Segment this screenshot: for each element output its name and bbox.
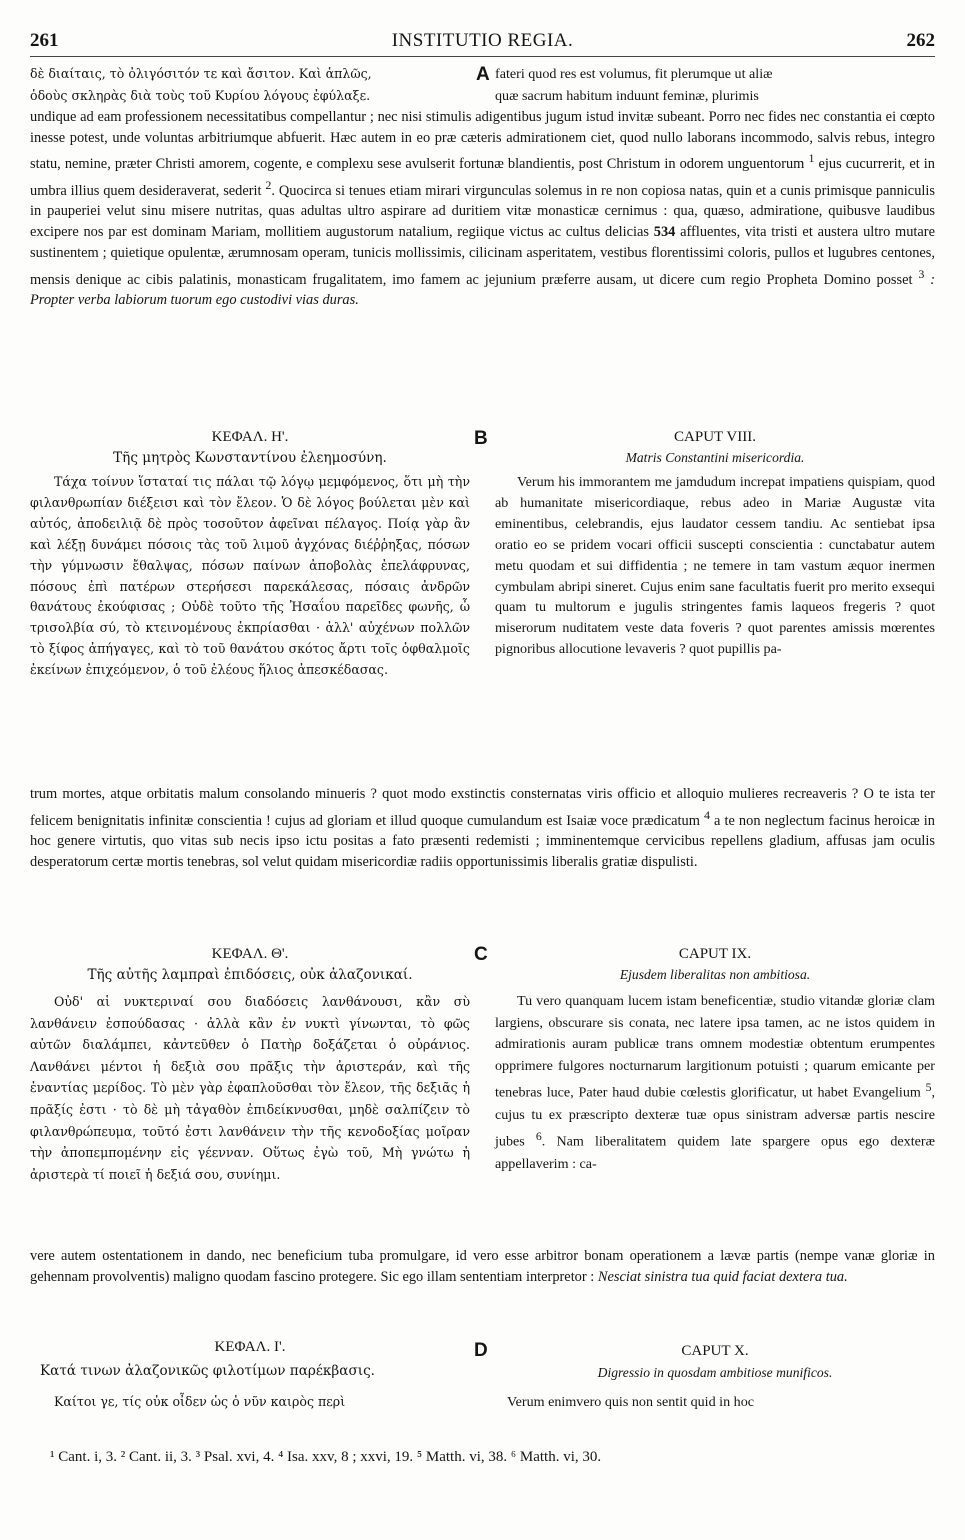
footnotes: ¹ Cant. i, 3. ² Cant. ii, 3. ³ Psal. xvi, 4. ⁴ Isa. xxv, 8 ; xxvi, 19. ⁵ Matth. vi, 38. ⁶ Matth. vi, 30. (50, 1449, 602, 1465)
intro-latin-line-1: fateri quod res est volumus, fit plerumque ut aliæ (495, 66, 773, 82)
margin-letter-d: D (474, 1340, 488, 1361)
section-8-latin-subtitle: Matris Constantini misericordia. (625, 450, 805, 465)
section-9-continuation (30, 1246, 935, 1287)
section-9-quotation: Nesciat sinistra tua quid faciat dextera tua. (597, 1268, 848, 1285)
section-9-greek-subtitle: Τῆς αὐτῆς λαμπραὶ ἐπιδόσεις, οὐκ ἀλαζονικαί. (87, 967, 413, 983)
intro-text-a: undique ad eam professionem necessitatibus compellantur ; nec nisi stimulis adigentibus jugum istud invitæ subeant. Porro nec fides nec constantia ei cœpto inesse potest, unde voluntas arbitriumque abfuerit. Hæc autem in eo præ cæteris admirationem ciet, quod nullo laborans incommodo, salvis rebus, integro statu, nemine, præter Christi amorem, cogente, e complexu sese avulserit fortunæ blandientis, post Christum in odorem unguentorum (30, 109, 935, 173)
footnote-ref-3: 3 (918, 266, 925, 281)
section-9-latin-a: Tu vero quanquam lucem istam beneficentiæ, studio vitandæ gloriæ clam largiens, obscurare sis conata, nec latere ipsa tamen, ac ne istos quidem in admirationis auram publicæ trans omnem modestiæ obtentum erumpentes opprimere fulgores nocturnarum largitionum potuisti ; quarum emicante per tenebras luce, Pater haud dubie cœlestis glorificatur, ut habet Evangelium (495, 993, 935, 1102)
footnote-ref-5: 5 (925, 1081, 932, 1095)
section-9-latin-subtitle: Ejusdem liberalitas non ambitiosa. (619, 967, 811, 982)
section-8-cont-b: a te non neglectum facinus heroicæ in hoc genere virtutis, quo vitas sub necis ipso ictu positas a fato præsenti redemisti ; imminentemque cervicibus repellens gladium, affusas jam oculis desperatorum certæ mortis tenebras, sol velut quidam misericordiæ radiis opportunissimis liberalis gratiæ dispulisti. (30, 812, 935, 870)
section-10-greek-subtitle: Κατά τινων ἀλαζονικῶς φιλοτίμων παρέκβασις. (40, 1363, 376, 1379)
section-10-latin-heading: CAPUT X. (681, 1343, 749, 1359)
section-8-cont-a: trum mortes, atque orbitatis malum consolando minueris ? quot modo exstinctis consternatas viris officio et alloquio mulieres recreaveris ? O te ista ter felicem benignitatis infinitæ conscientia ! cujus ad gloriam et illud quoque cumulandum est Isaiæ voce prædicatum (30, 786, 935, 829)
section-9-latin-text (495, 991, 935, 1175)
intro-text-c: . Quocirca si tenues etiam mirari virgunculas solemus in re non copiosa natas, quin et a cunis primisque panniculis in pauperiei velut sinu misere nutritas, quas adultas ultro aspirare ad duritiem vitæ monasticæ cernimus : qua, quæso, admiratione, quibusve laudibus excipere nos par est dominam Mariam, mollitiem augustorum natalium, regiique victus ac cultus delicias (30, 182, 935, 241)
page-number-left: 261 (30, 30, 59, 51)
section-9-greek-heading: ΚΕΦΑΛ. Θ'. (211, 946, 289, 962)
section-10-latin-text: Verum enimvero quis non sentit quid in hoc (507, 1394, 754, 1410)
section-10-latin-subtitle: Digressio in quosdam ambitiose munificos. (597, 1365, 833, 1380)
section-10-greek-text: Καίτοι γε, τίς οὐκ οἶδεν ὡς ὁ νῦν καιρὸς περὶ (54, 1394, 346, 1409)
section-9-latin-c: . Nam liberalitatem quidem late spargere opus ego dexteræ appellaverim : ca- (495, 1133, 935, 1172)
footnote-ref-2: 2 (265, 177, 272, 192)
intro-quotation: : Propter verba labiorum tuorum ego custodivi vias duras. (30, 271, 935, 309)
page-number-right: 262 (906, 30, 935, 51)
section-8-greek-heading: ΚΕΦΑΛ. Η'. (211, 429, 289, 445)
section-8-continuation (30, 784, 935, 873)
section-8-latin-text: Verum his immorantem me jamdudum increpat impatiens quispiam, quod ab humanitate misericordiaque, rebus adeo in Mariæ Augustæ vita eminentibus, celebrandis, ejus laudator cessem tandiu. Ac sentiebat ipsa oratio eo se pridem vocari officii suscepti conscientia : cunctabatur autem metu quodam et sui diffidentia ; ne temere in tam vastum æquor inermen cymbulam abripi sineret. Cujus enim sane facultatis fuerit pro merito exsequi quam tu multorum e jugulis stringentes famis laqueos fregeris ? quot miserorum nuditatem veste data foveris ? quot parentes amissis mœrentes pignoribus allocutione levaveris ? quot pupillis pa- (495, 474, 935, 658)
section-9-latin-heading: CAPUT IX. (678, 946, 752, 962)
margin-letter-a: A (476, 64, 490, 85)
section-8-greek-text: Τάχα τοίνυν ἵσταταί τις πάλαι τῷ λόγῳ μεμφόμενος, ὅτι μὴ τὴν φιλανθρωπίαν διέξεισι καὶ τὸν ἔλεον. Ὁ δὲ λόγος βούλεται μὲν καὶ αὐτός, ἀποδειλιᾷ δὲ πρὸς τοσοῦτον ἀφεῖναι πέλαγος. Ποίᾳ γὰρ ἂν καὶ λέξῃ δυνάμει πόσοις τὰς τοῦ λιμοῦ ἀγχόνας διέῤῥηξας, πόσων τὴν γύμνωσιν ἔθαλψας, πόσων παίνων ἀποβολὰς ἐπελάφρυνας, πόσους ἐπὶ πατέρων στερήσεσι παρεκάλεσας, πόσαις ἀνδρῶν θανάτους ἐκούφισας ; Οὐδὲ τοῦτο τῆς Ἠσαΐου παρεῖδες φωνῆς, ὦ τρισολβία σύ, τὸ κτεινομένους ἐκπρίασθαι · ἀλλ' αὐχένων πολλῶν τὸ ξίφος ἀπήγαγες, καὶ τὸ τοῦ θανάτου σκότος ἄρτι τοῖς ὀφθαλμοῖς ἐκείνων ἐπιχεόμενον, ὁ τοῦ ἐλέους ἥλιος ἀπεσκέδασας. (30, 474, 470, 678)
footnote-ref-6: 6 (535, 1130, 542, 1144)
section-8-greek-subtitle: Τῆς μητρὸς Κωνσταντίνου ἐλεημοσύνη. (113, 450, 387, 466)
running-header (30, 30, 935, 57)
page (30, 0, 935, 1540)
footnote-ref-4: 4 (703, 807, 710, 822)
section-8-latin-heading: CAPUT VIII. (674, 429, 756, 445)
margin-letter-b: B (474, 428, 488, 449)
section-9-greek-text: Οὐδ' αἱ νυκτεριναί σου διαδόσεις λανθάνουσι, κἂν σὺ λανθάνειν ἐσπούδασας · ἀλλὰ κἂν ἐν νυκτὶ γίνωνται, τὸ φῶς αὐτῶν διαλάμπει, κἀντεῦθεν ὁ Πατὴρ δοξάζεται ὁ οὐράνιος. Λανθάνει μέντοι ἡ δεξιὰ σου πρᾶξις τὴν ἀριστεράν, καὶ τῆς ἐναντίας μερίδος. Τὸ μὲν γὰρ ἐφαπλοῦσθαι τὸν ἔλεον, τῆς δεξιᾶς ἡ πρᾶξίς ἐστι · τὸ δὲ μὴ τἀγαθὸν ἐπιδείκνυσθαι, μηδὲ σαλπίζειν τὸ φιλανθρώπευμα, τοῦτό ἐστι λανθάνειν τὴν τῆς κενοδοξίας μοῖραν τὴν ἀποπεμπομένην εἰς γέενναν. Οὕτως ἐγὼ τοῦ, Μὴ γνώτω ἡ ἀριστερὰ τί ποιεῖ ἡ δεξιά σου, συνίημι. (30, 994, 470, 1182)
intro-text-b: ejus cucurrerit, et in umbra illius quem desideraverat, sederit (30, 156, 935, 199)
column-number: 534 (653, 224, 676, 241)
intro-greek-line-1: δὲ διαίταις, τὸ ὀλιγόσιτόν τε καὶ ἄσιτον. Καὶ ἁπλῶς, (30, 66, 372, 81)
running-title: INSTITUTIO REGIA. (391, 30, 574, 51)
footnote-ref-1: 1 (808, 151, 815, 166)
margin-letter-c: C (474, 944, 488, 965)
section-10-greek-heading: ΚΕΦΑΛ. Ι'. (214, 1339, 286, 1355)
intro-text-d: affluentes, vita tristi et austera ultro mutare sustinentem ; quietique opulentæ, ærumnosam operam, tunicis mollissimis, cilicinam asperitatem, vestibus florentissimi coloris, pullos et lugubres centones, mensis denique ac cibis palatinis, monasticam frugalitatem, imo famem ac jejunium præferre ausam, ut dicere cum regio Propheta Domino posset (30, 224, 935, 288)
section-9-latin-b: , cujus tu ex præscripto dexteræ tuæ opus sinistram adversæ partis nescire jubes (495, 1085, 935, 1150)
intro-latin-line-2: quæ sacrum habitum induunt feminæ, plurimis (495, 88, 759, 104)
section-9-cont-a: vere autem ostentationem in dando, nec beneficium tuba promulgare, id vero esse arbitror bonam operationem a lævæ partis (nempe vanæ gloriæ in gehennam provolventis) maligno quodam fascino protegere. Sic ego illam sententiam interpretor : (30, 1248, 935, 1285)
intro-paragraph (30, 107, 935, 311)
intro-greek-line-2: ὁδοὺς σκληρὰς διὰ τοὺς τοῦ Κυρίου λόγους ἐφύλαξε. (30, 88, 371, 103)
